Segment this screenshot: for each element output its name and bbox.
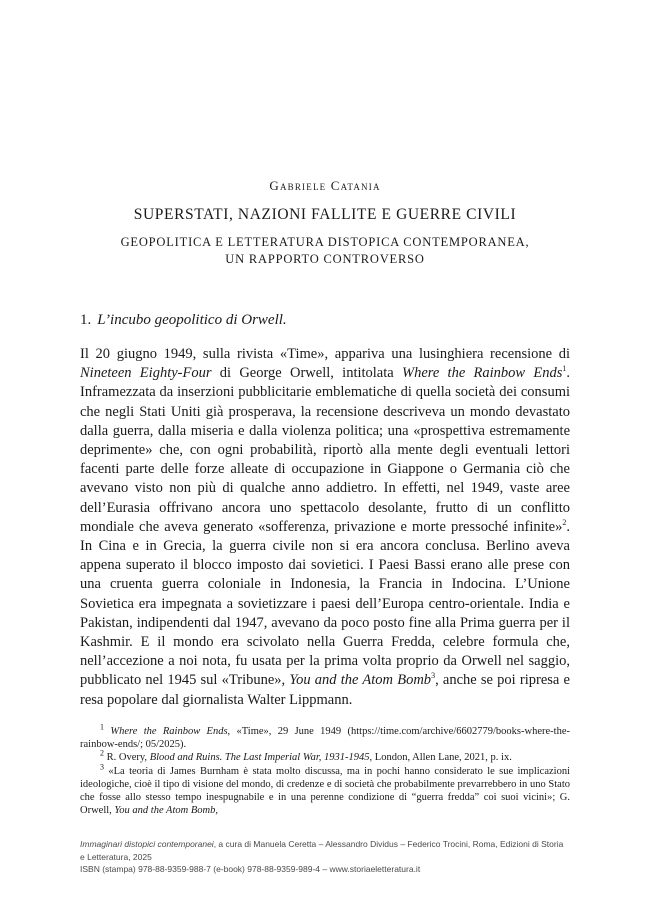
article-title: Where the Rainbow Ends xyxy=(401,365,563,382)
body-text: Il 20 giugno 1949, sulla rivista «Time», appariva una lusinghiera recensione di xyxy=(80,346,570,362)
footer-citation xyxy=(80,838,570,863)
section-heading xyxy=(80,312,287,329)
footnote-number: 1 xyxy=(100,722,104,732)
footer-isbn: ISBN (stampa) 978-88-9359-988-7 (e-book) 978-88-9359-989-4 – www.storiaeletteratura.it xyxy=(80,864,421,874)
footnote-1 xyxy=(80,722,570,751)
footnote-text: , «Time», 29 June 1949 (https://time.com/archive/6602779/books-where-the-rainbow-ends/; 05/2025). xyxy=(80,726,570,751)
footnote-text: R. Overy, xyxy=(106,752,150,764)
section-title: L’incubo geopolitico di Orwell. xyxy=(97,312,287,328)
footnote-ref[interactable]: 1 xyxy=(562,364,567,374)
body-paragraph xyxy=(80,345,570,710)
footnote-number: 2 xyxy=(100,748,104,758)
footnote-ref[interactable]: 3 xyxy=(431,671,436,681)
essay-title: You and the Atom Bomb xyxy=(289,672,432,689)
footnote-2 xyxy=(80,748,570,764)
footer-citation-text: , a cura di Manuela Ceretta – Alessandro Dividus – Federico Trocini, Roma, Edizioni di Storia e Letteratura, 2025 xyxy=(80,839,564,862)
author-name: Gabriele Catania xyxy=(269,178,381,193)
chapter-subtitle xyxy=(60,234,590,268)
body-text: di George Orwell, intitolata xyxy=(211,365,402,382)
footnote-title: Where the Rainbow Ends xyxy=(110,726,228,737)
footnote-number: 3 xyxy=(100,762,104,772)
footer-book-title: Immaginari distopici contemporanei xyxy=(80,839,214,849)
footnote-title: You and the Atom Bomb xyxy=(114,805,216,817)
subtitle-line-1: GEOPOLITICA E LETTERATURA DISTOPICA CONTEMPORANEA, xyxy=(120,235,530,249)
chapter-title: SUPERSTATI, NAZIONI FALLITE E GUERRE CIVILI xyxy=(133,206,517,223)
publication-footer xyxy=(80,838,570,876)
body-text: . In Cina e in Grecia, la guerra civile non si era ancora conclusa. Berlino aveva appena superato il blocco imposto dai sovietici. I Paesi Bassi erano alle prese con una cruenta guerra coloniale in Indonesia, la Francia in Indocina. L’Unione Sovietica era impegnata a sovietizzare i paesi dell’Europa centro-orientale. India e Pakistan, indipendenti dal 1947, avevano da poco posto fine alla Prima guerra per il Kashmir. E il mondo era scivolato nella Guerra Fredda, celebre formula che, nell’accezione a noi nota, fu usata per la prima volta proprio da Orwell nel saggio, pubblicato nel 1945 sul «Tribune», xyxy=(80,518,570,689)
subtitle-line-2: UN RAPPORTO CONTROVERSO xyxy=(225,252,425,266)
body-text: , anche se poi ripresa e resa popolare dal giornalista Walter Lippmann. xyxy=(80,672,570,708)
footnote-3 xyxy=(80,762,571,818)
footnote-text: «La teoria di James Burnham è stata molto discussa, ma in pochi hanno considerato le sue implicazioni ideologiche, cioè il tipo di visione del mondo, di credenze e di società che probabilmente prevarrebbero in uno Stato che fosse allo stesso tempo inespugnabile e in una perenne condizione di “guerra fredda” coi suoi vicini»; G. Orwell, xyxy=(80,765,571,817)
footnote-text: , London, Allen Lane, 2021, p. ix. xyxy=(369,752,512,764)
footnote-ref[interactable]: 2 xyxy=(562,518,567,527)
footnotes xyxy=(80,722,571,817)
footnote-text: , xyxy=(215,805,218,817)
section-number: 1. xyxy=(80,312,92,328)
book-title: Nineteen Eighty-Four xyxy=(80,365,212,382)
footnote-title: Blood and Ruins. The Last Imperial War, 1931-1945 xyxy=(149,752,370,764)
body-text: . Inframezzata da inserzioni pubblicitarie emblematiche di quella società dei consumi che negli Stati Uniti già prosperava, la recensione descriveva un mondo devastato dalla guerra, dalla miseria e dalla violenza politica; una «prospettiva estremamente deprimente» che, con ogni probabilità, riportò alla mente degli eventuali lettori facenti parte delle forze alleate di occupazione in Giappone o Germania ciò che avevano visto non più di qualche anno addietro. In effetti, nel 1949, vaste aree dell’Eurasia offrivano ancora uno spettacolo desolante, frutto di un conflitto mondiale che aveva generato «sofferenza, privazione e morte pressoché infinite» xyxy=(80,365,571,535)
